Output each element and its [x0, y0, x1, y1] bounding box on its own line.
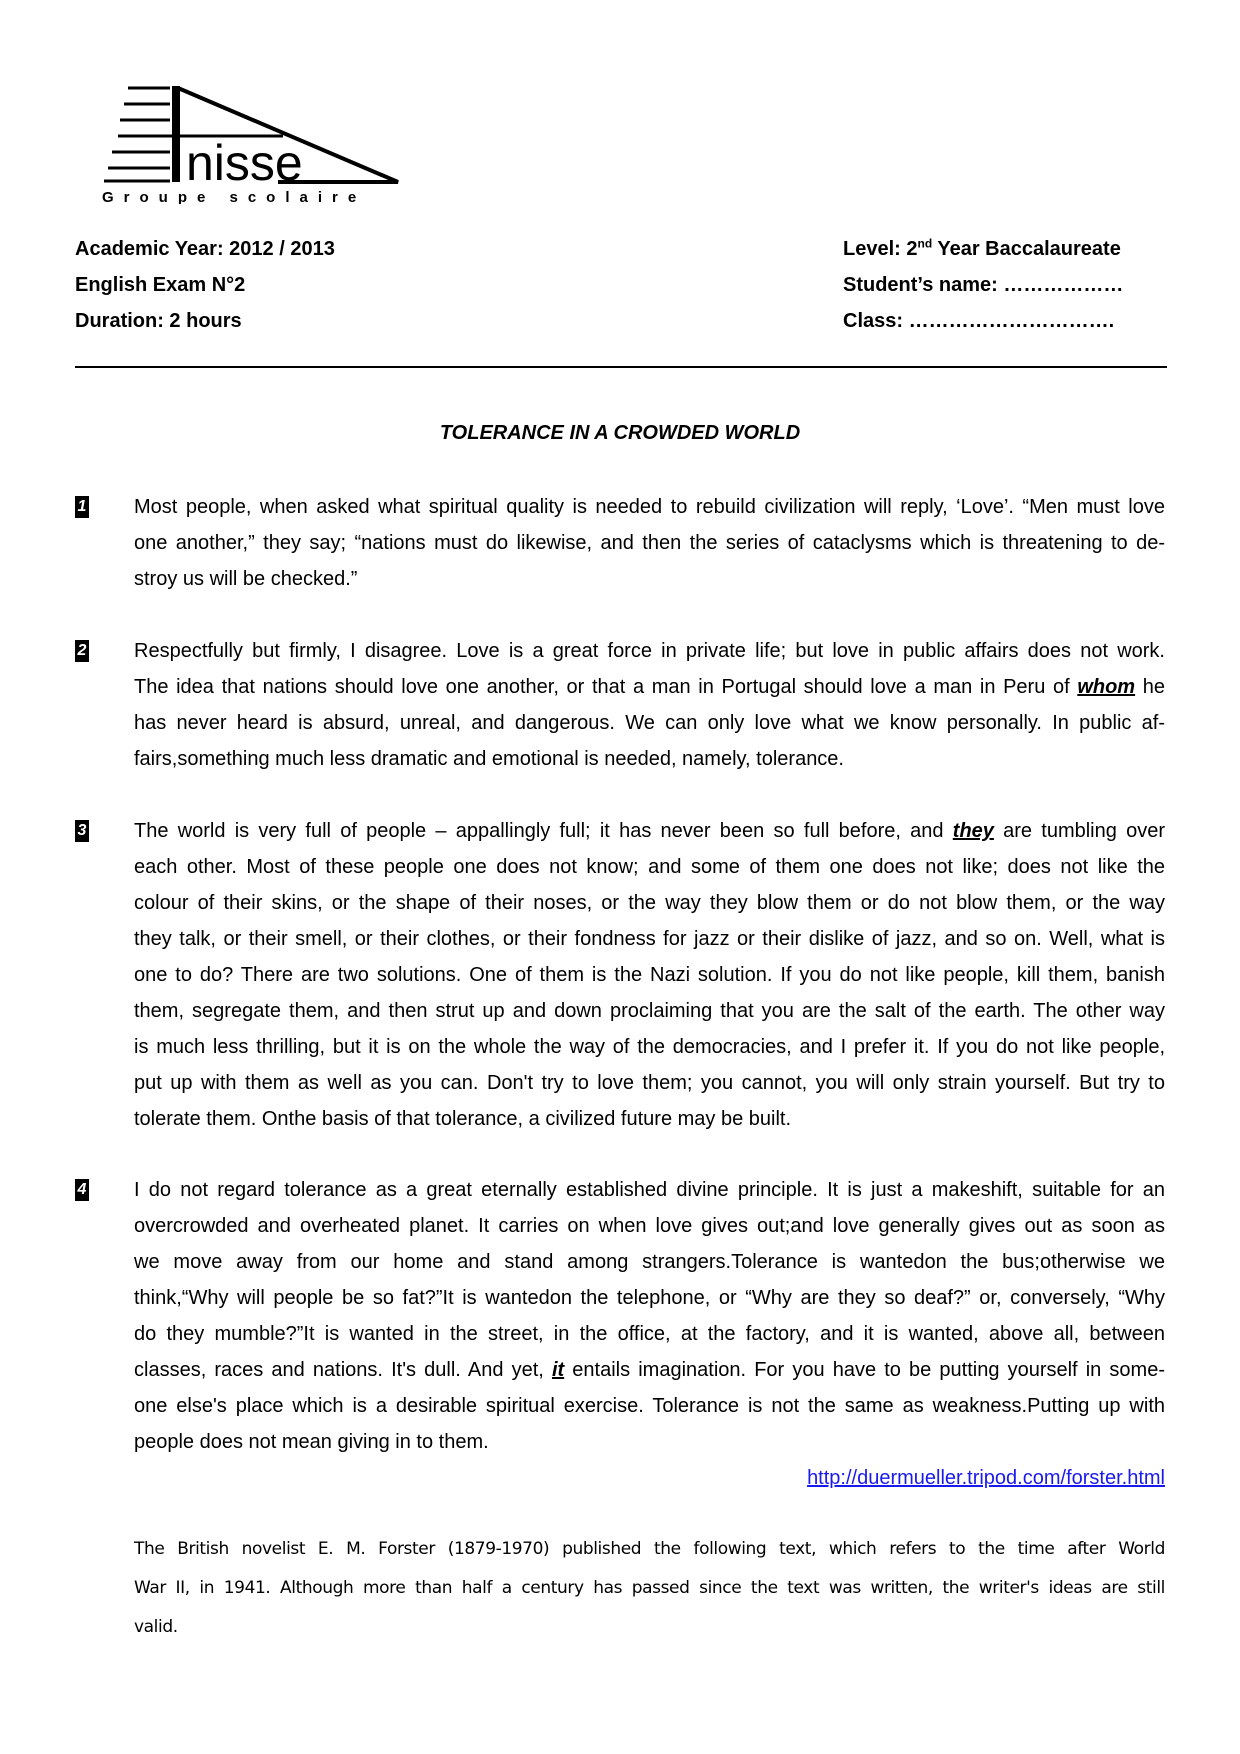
paragraph-line	[134, 669, 1165, 705]
paragraph-number: 4	[75, 1179, 89, 1201]
paragraph-line: each other. Most of these people one does not know; and some of them one does not like; does not like the	[134, 856, 1165, 878]
referent-word: whom	[1077, 676, 1136, 698]
paragraph-line: people does not mean giving in to them.	[134, 1431, 489, 1453]
paragraph-line: tolerate them. Onthe basis of that tolerance, a civilized future may be built.	[134, 1108, 792, 1130]
note-line: War II, in 1941. Although more than half a century has passed since the text was written, the writer's ideas are still	[134, 1578, 1165, 1598]
student-name-field: Student’s name: ………………	[843, 274, 1124, 296]
svg-text:Groupe scolaire: Groupe scolaire	[102, 189, 367, 204]
note-line: The British novelist E. M. Forster (1879-1970) published the following text, which refers to the time after World	[134, 1539, 1165, 1559]
text-segment: he	[1135, 676, 1165, 698]
paragraph-line: one else's place which is a desirable spiritual exercise. Tolerance is not the same as weakness.Putting up with	[134, 1395, 1165, 1417]
exam-number: English Exam N°2	[75, 274, 246, 296]
referent-word: it	[551, 1359, 565, 1381]
text-segment: classes, races and nations. It's dull. And yet,	[134, 1359, 552, 1381]
svg-text:nisse: nisse	[186, 135, 303, 191]
duration: Duration: 2 hours	[75, 310, 242, 332]
paragraph-line: colour of their skins, or the shape of their noses, or the way they blow them or do not blow them, or the way	[134, 892, 1165, 914]
paragraph-line: is much less thrilling, but it is on the whole the way of the democracies, and I prefer it. If you do not like people,	[134, 1036, 1165, 1058]
paragraph-line: I do not regard tolerance as a great eternally established divine principle. It is just a makeshift, suitable for an	[134, 1179, 1165, 1201]
text-segment: are tumbling over	[993, 820, 1166, 842]
paragraph-2	[134, 633, 1165, 777]
paragraph-line: fairs,something much less dramatic and emotional is needed, namely, tolerance.	[134, 748, 844, 770]
paragraph-number: 2	[75, 640, 89, 662]
class-field: Class: ………………………….	[843, 310, 1115, 332]
paragraph-line: overcrowded and overheated planet. It carries on when love gives out;and love generally gives out as soon as	[134, 1215, 1165, 1237]
paragraph-line: stroy us will be checked.”	[134, 568, 358, 590]
referent-word: they	[952, 820, 994, 842]
source-link[interactable]: http://duermueller.tripod.com/forster.html	[807, 1467, 1165, 1489]
paragraph-line: one to do? There are two solutions. One of them is the Nazi solution. If you do not like people, kill them, banish	[134, 964, 1165, 986]
level	[843, 231, 1123, 267]
academic-year: Academic Year: 2012 / 2013	[75, 238, 335, 260]
paragraph-line: one another,” they say; “nations must do likewise, and then the series of cataclysms which is threatening to de-	[134, 532, 1165, 554]
paragraph-line	[134, 1352, 1165, 1388]
level-prefix: Level: 2	[843, 238, 918, 260]
paragraph-line	[134, 813, 1165, 849]
paragraph-number: 3	[75, 820, 89, 842]
note-line: valid.	[134, 1617, 178, 1637]
header-divider	[75, 366, 1167, 368]
paragraph-line: do they mumble?”It is wanted in the street, in the office, at the factory, and it is wanted, above all, between	[134, 1323, 1165, 1345]
exam-info-left	[75, 231, 335, 339]
paragraph-line: we move away from our home and stand among strangers.Tolerance is wantedon the bus;otherwise we	[134, 1251, 1165, 1273]
level-sup: nd	[917, 236, 933, 251]
text-segment: The world is very full of people – appallingly full; it has never been so full before, and	[134, 820, 953, 842]
paragraph-line: think,“Why will people be so fat?”It is wantedon the telephone, or “Why are they so deaf?” or, conversely, “Why	[134, 1287, 1165, 1309]
paragraph-line: put up with them as well as you can. Don't try to love them; you cannot, you will only strain yourself. But try to	[134, 1072, 1165, 1094]
exam-info-right	[843, 231, 1123, 339]
paragraph-1	[134, 489, 1165, 597]
text-title: TOLERANCE IN A CROWDED WORLD	[439, 422, 801, 444]
paragraph-4	[134, 1172, 1165, 1460]
paragraph-number: 1	[75, 496, 89, 518]
text-segment: entails imagination. For you have to be putting yourself in some-	[564, 1359, 1165, 1381]
paragraph-line: they talk, or their smell, or their clothes, or their fondness for jazz or their dislike of jazz, and so on. Well, what is	[134, 928, 1165, 950]
text-segment: The idea that nations should love one another, or that a man in Portugal should love a man in Peru of	[134, 676, 1078, 698]
school-logo	[98, 84, 408, 204]
paragraph-line: Most people, when asked what spiritual quality is needed to rebuild civilization will reply, ‘Love’. “Men must love	[134, 496, 1165, 518]
logo-graphic	[98, 84, 408, 204]
paragraph-line: has never heard is absurd, unreal, and dangerous. We can only love what we know personally. In public af-	[134, 712, 1165, 734]
paragraph-line: them, segregate them, and then strut up and down proclaiming that you are the salt of the earth. The other way	[134, 1000, 1165, 1022]
paragraph-3	[134, 813, 1165, 1137]
level-suffix: Year Baccalaureate	[932, 238, 1121, 260]
introductory-note	[134, 1530, 1165, 1647]
paragraph-line: Respectfully but firmly, I disagree. Love is a great force in private life; but love in public affairs does not work.	[134, 640, 1165, 662]
